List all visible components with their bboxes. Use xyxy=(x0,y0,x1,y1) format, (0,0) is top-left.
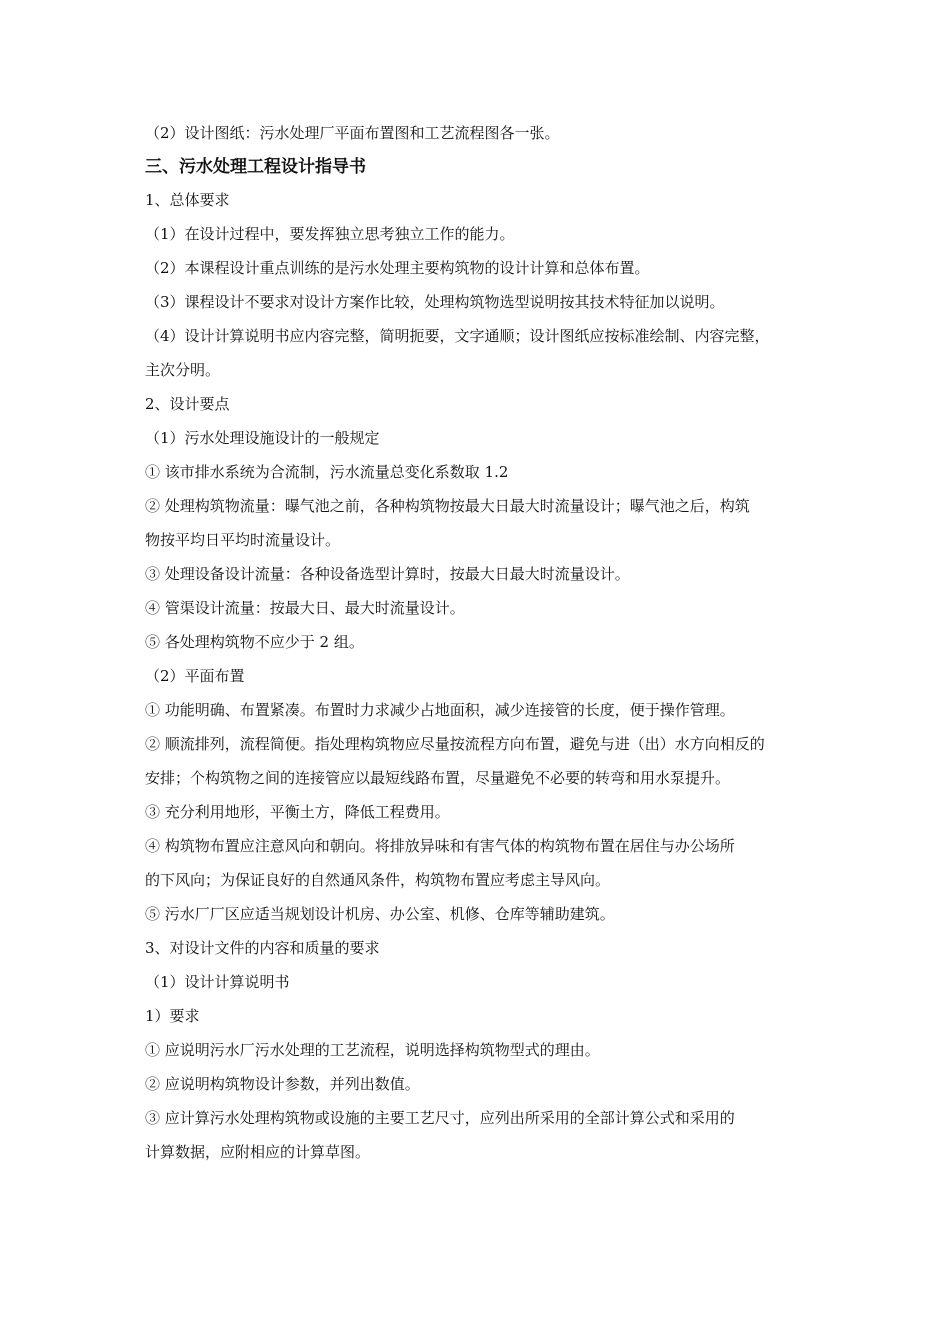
list-item: （2）平面布置 xyxy=(145,667,245,685)
list-item: ① 功能明确、布置紧凑。布置时力求减少占地面积，减少连接管的长度，便于操作管理。 xyxy=(145,701,735,719)
list-item-continuation: 的下风向；为保证良好的自然通风条件，构筑物布置应考虑主导风向。 xyxy=(145,871,611,889)
list-item: ② 处理构筑物流量：曝气池之前，各种构筑物按最大日最大时流量设计；曝气池之后，构筑 xyxy=(145,497,750,515)
list-item: （2）本课程设计重点训练的是污水处理主要构筑物的设计计算和总体布置。 xyxy=(145,259,650,277)
list-item: 1）要求 xyxy=(145,1007,200,1025)
list-item: ⑤ 各处理构筑物不应少于 2 组。 xyxy=(145,633,364,651)
list-item: ③ 应计算污水处理构筑物或设施的主要工艺尺寸，应列出所采用的全部计算公式和采用的 xyxy=(145,1109,735,1127)
list-item: （3）课程设计不要求对设计方案作比较，处理构筑物选型说明按其技术特征加以说明。 xyxy=(145,293,725,311)
list-item-continuation: 主次分明。 xyxy=(145,361,221,379)
list-item: ③ 充分利用地形，平衡土方，降低工程费用。 xyxy=(145,803,450,821)
subheading-document-requirements: 3、对设计文件的内容和质量的要求 xyxy=(145,939,380,957)
list-item: ② 顺流排列，流程简便。指处理构筑物应尽量按流程方向布置，避免与进（出）水方向相反的 xyxy=(145,735,765,753)
list-item: ① 应说明污水厂污水处理的工艺流程，说明选择构筑物型式的理由。 xyxy=(145,1041,600,1059)
list-item: ① 该市排水系统为合流制，污水流量总变化系数取 1.2 xyxy=(145,463,509,481)
subheading-design-points: 2、设计要点 xyxy=(145,395,230,413)
list-item-continuation: 安排；个构筑物之间的连接管应以最短线路布置，尽量避免不必要的转弯和用水泵提升。 xyxy=(145,769,731,787)
paragraph-design-drawings: （2）设计图纸：污水处理厂平面布置图和工艺流程图各一张。 xyxy=(145,124,560,142)
list-item: ⑤ 污水厂厂区应适当规划设计机房、办公室、机修、仓库等辅助建筑。 xyxy=(145,905,615,923)
list-item: ④ 管渠设计流量：按最大日、最大时流量设计。 xyxy=(145,599,465,617)
list-item: ② 应说明构筑物设计参数，并列出数值。 xyxy=(145,1075,420,1093)
list-item: （4）设计计算说明书应内容完整，简明扼要，文字通顺；设计图纸应按标准绘制、内容完整， xyxy=(145,327,770,345)
section-heading-guide: 三、污水处理工程设计指导书 xyxy=(145,157,366,177)
list-item: ③ 处理设备设计流量：各种设备选型计算时，按最大日最大时流量设计。 xyxy=(145,565,630,583)
document-body xyxy=(145,124,815,1177)
list-item: （1）在设计过程中，要发挥独立思考独立工作的能力。 xyxy=(145,225,515,243)
list-item: （1）设计计算说明书 xyxy=(145,973,290,991)
list-item: ④ 构筑物布置应注意风向和朝向。将排放异味和有害气体的构筑物布置在居住与办公场所 xyxy=(145,837,735,855)
subheading-general-requirements: 1、总体要求 xyxy=(145,191,230,209)
list-item-continuation: 计算数据，应附相应的计算草图。 xyxy=(145,1143,371,1161)
list-item-continuation: 物按平均日平均时流量设计。 xyxy=(145,531,341,549)
list-item: （1）污水处理设施设计的一般规定 xyxy=(145,429,380,447)
